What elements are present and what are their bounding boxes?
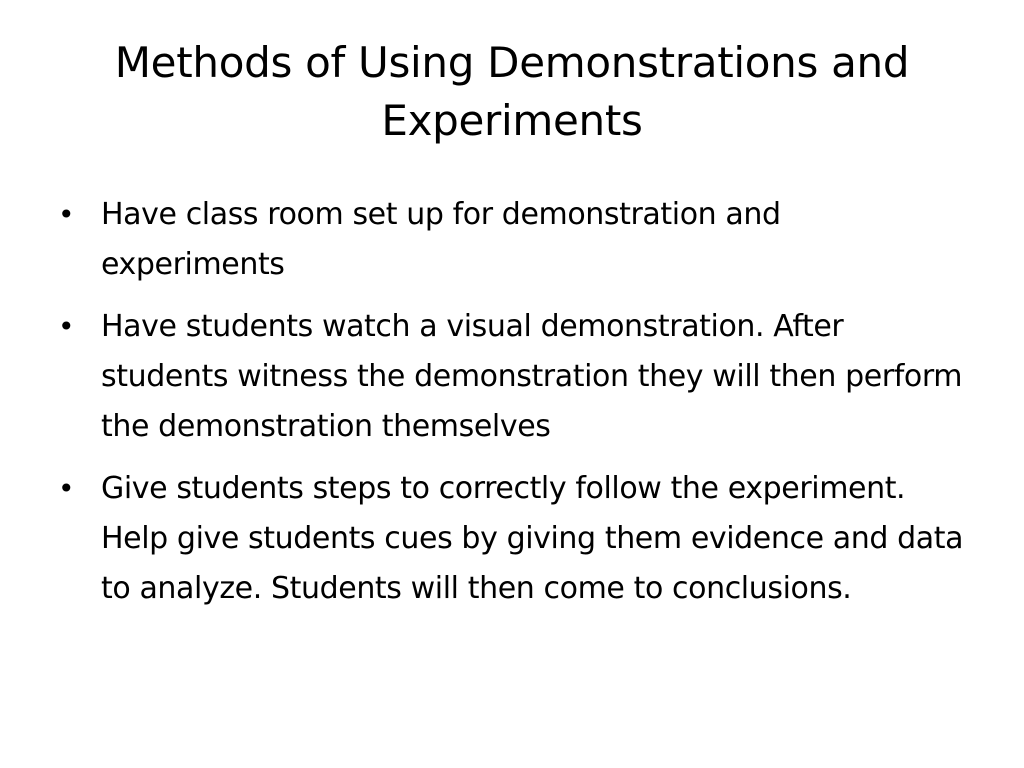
bullet-item-classroom-setup (58, 190, 968, 290)
bullet-icon: • (58, 198, 75, 231)
bullet-item-experiment-steps (58, 464, 968, 614)
slide-title: Methods of Using Demonstrations and Experiments (114, 38, 910, 145)
bullet-text: Have students watch a visual demonstration. After students witness the demonstration they will then perform the demonstration themselves (101, 309, 963, 444)
bullet-item-visual-demonstration (58, 302, 968, 452)
bullet-icon: • (58, 310, 75, 343)
bullet-list (58, 190, 968, 626)
bullet-text: Have class room set up for demonstration and experiments (101, 197, 781, 282)
bullet-icon: • (58, 472, 75, 505)
bullet-text: Give students steps to correctly follow the experiment. Help give students cues by giving them evidence and data to analyze. Students will then come to conclusions. (101, 471, 964, 606)
